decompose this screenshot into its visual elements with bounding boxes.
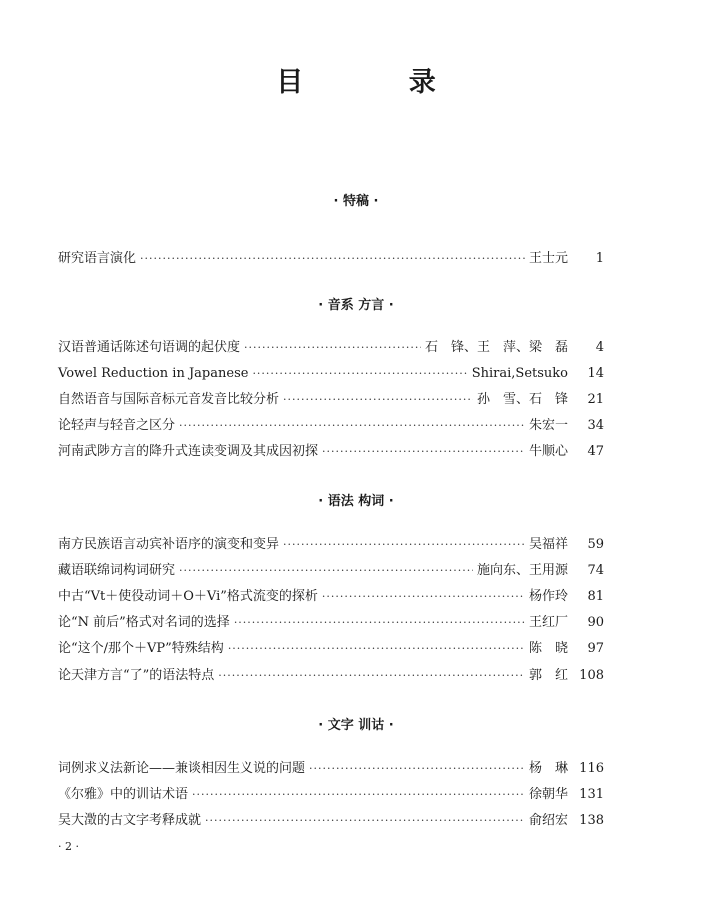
toc-entry[interactable] <box>58 667 604 685</box>
toc-entry[interactable] <box>58 812 604 830</box>
entry-title: 自然语音与国际音标元音发音比较分析 <box>58 392 280 407</box>
entry-title: 论天津方言“了”的语法特点 <box>58 668 215 683</box>
entry-author: 朱宏一 <box>528 418 568 433</box>
leader-dots <box>283 391 473 409</box>
entry-title: 河南武陟方言的降升式连读变调及其成因初探 <box>58 444 319 459</box>
section-heading-script: · 文字 训诂 · <box>318 718 394 733</box>
toc-entry[interactable] <box>58 640 604 658</box>
entry-author: 陈 晓 <box>528 641 568 656</box>
section-heading-grammar: · 语法 构词 · <box>318 494 394 509</box>
entry-title: 词例求义法新论——兼谈相因生义说的问题 <box>58 761 306 776</box>
entry-title: 南方民族语言动宾补语序的演变和变异 <box>58 537 280 552</box>
toc-entry[interactable] <box>58 614 604 632</box>
entry-title: 汉语普通话陈述句语调的起伏度 <box>58 340 241 355</box>
entry-author: 王士元 <box>528 251 568 266</box>
entry-title: 论“N 前后”格式对名词的选择 <box>58 615 230 630</box>
leader-dots <box>283 536 525 554</box>
leader-dots <box>234 614 525 632</box>
leader-dots <box>205 812 525 830</box>
entry-author: 杨作玲 <box>528 589 568 604</box>
toc-entry[interactable] <box>58 443 604 461</box>
entry-title: 论“这个/那个＋VP”特殊结构 <box>58 641 224 656</box>
entry-page: 97 <box>587 641 604 656</box>
entry-author: 吴福祥 <box>528 537 568 552</box>
entry-author: 徐朝华 <box>528 787 568 802</box>
entry-page: 131 <box>579 787 604 802</box>
toc-entry[interactable] <box>58 536 604 554</box>
leader-dots <box>244 339 421 357</box>
toc-entry[interactable] <box>58 365 604 383</box>
toc-entry[interactable] <box>58 250 604 268</box>
entry-title: 论轻声与轻音之区分 <box>58 418 176 433</box>
entry-author: 施向东、王用源 <box>476 563 568 578</box>
entry-title: 研究语言演化 <box>58 251 137 266</box>
entry-title: 《尔雅》中的训诂术语 <box>58 787 189 802</box>
entry-page: 59 <box>587 537 604 552</box>
entry-author: 王红厂 <box>528 615 568 630</box>
entry-page: 1 <box>595 251 604 266</box>
leader-dots <box>228 640 525 658</box>
entry-title: Vowel Reduction in Japanese <box>58 366 249 381</box>
toc-entry[interactable] <box>58 562 604 580</box>
entry-page: 108 <box>579 668 604 683</box>
leader-dots <box>309 760 525 778</box>
entry-author: 石 锋、王 萍、梁 磊 <box>424 340 568 355</box>
leader-dots <box>322 443 525 461</box>
leader-dots <box>179 562 473 580</box>
entry-page: 21 <box>587 392 604 407</box>
leader-dots <box>218 667 525 685</box>
toc-entry[interactable] <box>58 339 604 357</box>
section-heading-phonology: · 音系 方言 · <box>318 298 394 313</box>
entry-author: 郭 红 <box>528 668 568 683</box>
entry-page: 47 <box>587 444 604 459</box>
entry-page: 81 <box>587 589 604 604</box>
section-heading-special: · 特稿 · <box>333 194 379 209</box>
leader-dots <box>140 250 525 268</box>
entry-author: 牛顺心 <box>528 444 568 459</box>
toc-entry[interactable] <box>58 760 604 778</box>
entry-title: 藏语联绵词构词研究 <box>58 563 176 578</box>
leader-dots <box>322 588 525 606</box>
toc-entry[interactable] <box>58 417 604 435</box>
toc-entry[interactable] <box>58 786 604 804</box>
leader-dots <box>252 365 467 383</box>
leader-dots <box>179 417 525 435</box>
entry-page: 74 <box>587 563 604 578</box>
page-number-footer: · 2 · <box>58 840 79 853</box>
entry-page: 138 <box>579 813 604 828</box>
entry-author: 孙 雪、石 锋 <box>476 392 568 407</box>
page-title: 目 录 <box>276 67 484 98</box>
entry-title: 吴大澂的古文字考释成就 <box>58 813 202 828</box>
entry-author: Shirai,Setsuko <box>471 366 568 381</box>
entry-page: 14 <box>587 366 604 381</box>
entry-page: 90 <box>587 615 604 630</box>
entry-page: 34 <box>587 418 604 433</box>
toc-entry[interactable] <box>58 588 604 606</box>
entry-page: 4 <box>595 340 604 355</box>
entry-title: 中古“Vt＋使役动词＋O＋Vi”格式流变的探析 <box>58 589 318 604</box>
entry-page: 116 <box>579 761 604 776</box>
leader-dots <box>192 786 525 804</box>
entry-author: 杨 琳 <box>528 761 568 776</box>
entry-author: 俞绍宏 <box>528 813 568 828</box>
toc-entry[interactable] <box>58 391 604 409</box>
